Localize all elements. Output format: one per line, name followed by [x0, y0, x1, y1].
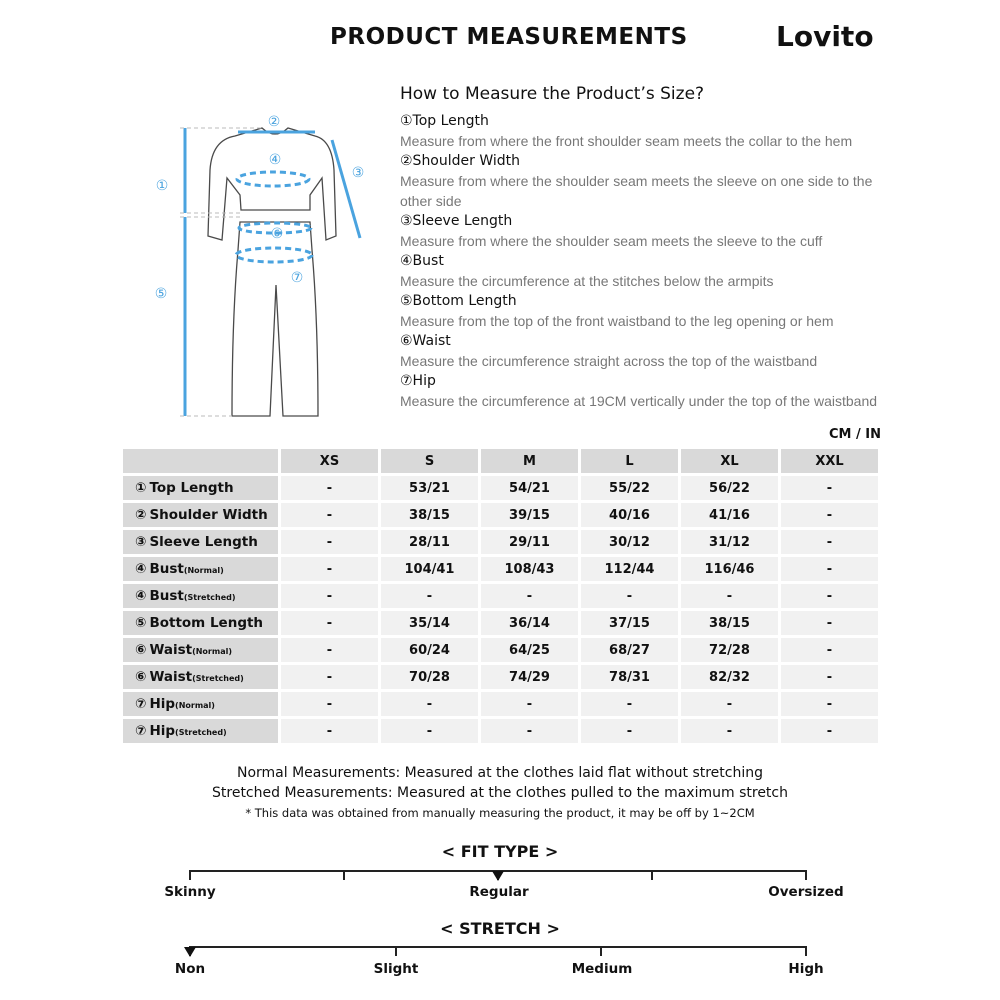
- guide-item: [400, 372, 880, 411]
- table-row: [123, 719, 878, 743]
- table-cell: 53/21: [381, 476, 478, 500]
- row-name: Hip: [149, 723, 176, 739]
- marker-7: ⑦: [290, 270, 304, 286]
- marker-1: ①: [155, 178, 169, 194]
- row-label: [123, 665, 278, 689]
- table-cell: -: [581, 584, 678, 608]
- row-subtype: (Normal): [183, 566, 224, 575]
- table-cell: 112/44: [581, 557, 678, 581]
- guide-item-title: ①Top Length: [400, 113, 489, 129]
- row-number: ④: [135, 561, 147, 577]
- row-name: Bust: [149, 588, 184, 604]
- table-cell: 38/15: [381, 503, 478, 527]
- marker-6: ⑥: [270, 226, 284, 242]
- guide-item-desc: Measure from where the shoulder seam meets the sleeve to the cuff: [400, 233, 823, 249]
- table-cell: -: [281, 665, 378, 689]
- table-cell: -: [281, 557, 378, 581]
- row-number: ⑥: [135, 642, 147, 658]
- stretch-label-medium: Medium: [571, 961, 633, 977]
- table-cell: -: [281, 638, 378, 662]
- table-cell: 30/12: [581, 530, 678, 554]
- row-name: Waist: [149, 669, 193, 685]
- table-cell: 28/11: [381, 530, 478, 554]
- row-name: Shoulder Width: [149, 507, 268, 523]
- table-cell: 68/27: [581, 638, 678, 662]
- table-cell: -: [481, 692, 578, 716]
- unit-label: CM / IN: [829, 427, 881, 442]
- table-corner-cell: [123, 449, 278, 473]
- row-subtype: (Normal): [175, 701, 215, 710]
- table-cell: -: [281, 719, 378, 743]
- fit-type-title: < FIT TYPE >: [441, 842, 559, 861]
- size-header: XXL: [781, 449, 878, 473]
- stretch-tick: [805, 946, 807, 956]
- row-name: Bust: [149, 561, 184, 577]
- table-cell: -: [781, 665, 878, 689]
- stretch-title: < STRETCH >: [440, 919, 560, 938]
- table-row: [123, 692, 878, 716]
- row-name: Waist: [149, 642, 193, 658]
- table-cell: 72/28: [681, 638, 778, 662]
- fit-selected-marker: [492, 871, 504, 881]
- fit-tick: [189, 870, 191, 880]
- row-label: [123, 584, 278, 608]
- table-cell: -: [381, 584, 478, 608]
- row-name: Top Length: [149, 480, 234, 496]
- row-number: ⑦: [135, 696, 147, 712]
- fit-tick: [805, 870, 807, 880]
- fit-tick: [651, 870, 653, 880]
- stretch-tick: [600, 946, 602, 956]
- table-cell: -: [781, 530, 878, 554]
- table-cell: -: [381, 692, 478, 716]
- guide-item-desc: Measure the circumference at 19CM vertically under the top of the waistband: [400, 393, 878, 409]
- row-label: [123, 476, 278, 500]
- guide-item-desc: Measure from the top of the front waistband to the leg opening or hem: [400, 313, 834, 329]
- row-label: [123, 692, 278, 716]
- row-number: ①: [135, 480, 147, 496]
- table-cell: -: [781, 584, 878, 608]
- table-cell: -: [381, 719, 478, 743]
- stretch-selected-marker: [184, 947, 196, 957]
- table-cell: -: [781, 638, 878, 662]
- fit-label-oversized: Oversized: [768, 884, 844, 900]
- table-cell: 60/24: [381, 638, 478, 662]
- row-name: Hip: [149, 696, 176, 712]
- table-cell: -: [581, 692, 678, 716]
- table-cell: 56/22: [681, 476, 778, 500]
- row-label: [123, 503, 278, 527]
- guide-item-title: ⑤Bottom Length: [400, 293, 517, 309]
- garment-diagram: [140, 104, 380, 424]
- stretch-label-high: High: [788, 961, 824, 977]
- table-cell: -: [281, 692, 378, 716]
- table-row: [123, 503, 878, 527]
- size-header: L: [581, 449, 678, 473]
- stretch-scale: [190, 946, 807, 948]
- table-cell: -: [281, 584, 378, 608]
- size-header: S: [381, 449, 478, 473]
- table-cell: 36/14: [481, 611, 578, 635]
- disclaimer: * This data was obtained from manually measuring the product, it may be off by 1~2CM: [245, 806, 755, 820]
- table-cell: 31/12: [681, 530, 778, 554]
- table-row: [123, 665, 878, 689]
- fit-label-skinny: Skinny: [164, 884, 216, 900]
- guide-item: [400, 152, 880, 211]
- row-label: [123, 719, 278, 743]
- row-name: Bottom Length: [149, 615, 264, 631]
- row-number: ⑥: [135, 669, 147, 685]
- table-cell: -: [781, 503, 878, 527]
- table-cell: -: [481, 719, 578, 743]
- table-cell: 78/31: [581, 665, 678, 689]
- page-title: PRODUCT MEASUREMENTS: [330, 24, 688, 50]
- table-cell: -: [781, 719, 878, 743]
- row-subtype: (Stretched): [192, 674, 244, 683]
- table-cell: 38/15: [681, 611, 778, 635]
- guide-item: [400, 212, 880, 251]
- table-cell: 40/16: [581, 503, 678, 527]
- row-label: [123, 638, 278, 662]
- guide-item-title: ⑥Waist: [400, 333, 451, 349]
- guide-item: [400, 252, 880, 291]
- guide-item-title: ⑦Hip: [400, 373, 436, 389]
- guide-item-title: ④Bust: [400, 253, 444, 269]
- guide-item-desc: Measure from where the front shoulder seam meets the collar to the hem: [400, 133, 853, 149]
- table-cell: -: [581, 719, 678, 743]
- guide-item: [400, 292, 880, 331]
- marker-4: ④: [268, 152, 282, 168]
- table-cell: 55/22: [581, 476, 678, 500]
- size-header: M: [481, 449, 578, 473]
- table-cell: 104/41: [381, 557, 478, 581]
- table-cell: 41/16: [681, 503, 778, 527]
- table-cell: 108/43: [481, 557, 578, 581]
- table-header-row: [123, 449, 878, 473]
- table-cell: -: [681, 584, 778, 608]
- stretch-tick: [395, 946, 397, 956]
- table-row: [123, 476, 878, 500]
- table-cell: 54/21: [481, 476, 578, 500]
- row-label: [123, 557, 278, 581]
- table-cell: 39/15: [481, 503, 578, 527]
- row-label: [123, 611, 278, 635]
- table-row: [123, 557, 878, 581]
- size-header: XL: [681, 449, 778, 473]
- table-cell: 64/25: [481, 638, 578, 662]
- table-row: [123, 530, 878, 554]
- notes: [0, 763, 1000, 823]
- table-cell: -: [281, 611, 378, 635]
- guide-item-desc: Measure the circumference straight across the top of the waistband: [400, 353, 818, 369]
- table-cell: -: [781, 611, 878, 635]
- table-row: [123, 638, 878, 662]
- table-cell: -: [481, 584, 578, 608]
- guide-item-desc: Measure from where the shoulder seam meets the sleeve on one side to the other side: [400, 173, 873, 209]
- table-cell: -: [281, 503, 378, 527]
- table-cell: -: [781, 692, 878, 716]
- measurement-guide: [400, 84, 880, 412]
- stretch-label-non: Non: [174, 961, 206, 977]
- table-cell: 70/28: [381, 665, 478, 689]
- guide-item-title: ②Shoulder Width: [400, 153, 521, 169]
- table-body: [123, 476, 878, 743]
- guide-heading: How to Measure the Product’s Size?: [400, 84, 705, 104]
- row-name: Sleeve Length: [149, 534, 258, 550]
- normal-note: Normal Measurements: Measured at the clothes laid flat without stretching: [237, 765, 763, 781]
- table-cell: 74/29: [481, 665, 578, 689]
- table-cell: 82/32: [681, 665, 778, 689]
- marker-3: ③: [351, 165, 365, 181]
- stretched-note: Stretched Measurements: Measured at the clothes pulled to the maximum stretch: [212, 785, 788, 801]
- table-cell: -: [681, 692, 778, 716]
- fit-label-regular: Regular: [469, 884, 529, 900]
- guide-item-title: ③Sleeve Length: [400, 213, 513, 229]
- row-number: ⑤: [135, 615, 147, 631]
- brand-logo: Lovito: [776, 20, 874, 53]
- table-cell: -: [281, 476, 378, 500]
- row-subtype: (Stretched): [183, 593, 236, 602]
- row-number: ③: [135, 534, 147, 550]
- fit-tick: [343, 870, 345, 880]
- guide-item: [400, 112, 880, 151]
- guide-item: [400, 332, 880, 371]
- row-subtype: (Stretched): [175, 728, 227, 737]
- table-cell: 116/46: [681, 557, 778, 581]
- row-subtype: (Normal): [192, 647, 233, 656]
- row-number: ④: [135, 588, 147, 604]
- table-row: [123, 611, 878, 635]
- row-label: [123, 530, 278, 554]
- guide-item-desc: Measure the circumference at the stitches below the armpits: [400, 273, 774, 289]
- row-number: ②: [135, 507, 147, 523]
- table-row: [123, 584, 878, 608]
- table-cell: -: [781, 557, 878, 581]
- row-number: ⑦: [135, 723, 147, 739]
- marker-2: ②: [267, 114, 281, 130]
- size-table: [120, 446, 881, 746]
- stretch-label-slight: Slight: [373, 961, 419, 977]
- table-cell: -: [781, 476, 878, 500]
- table-cell: 29/11: [481, 530, 578, 554]
- table-cell: -: [281, 530, 378, 554]
- size-header: XS: [281, 449, 378, 473]
- table-cell: 37/15: [581, 611, 678, 635]
- table-cell: 35/14: [381, 611, 478, 635]
- marker-5: ⑤: [154, 286, 168, 302]
- table-cell: -: [681, 719, 778, 743]
